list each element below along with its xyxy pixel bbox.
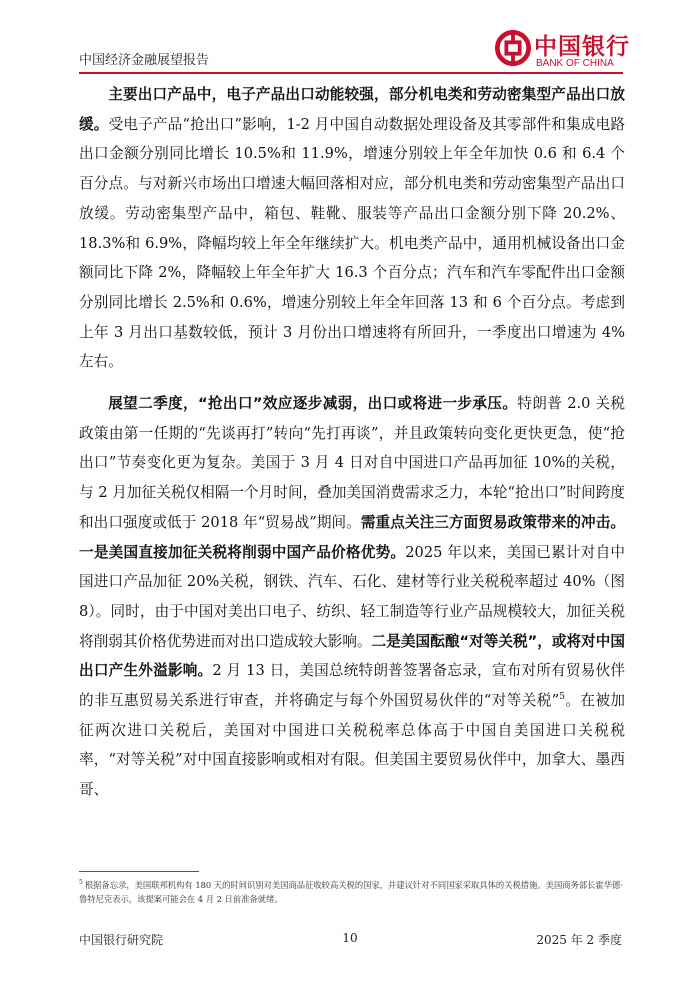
report-title: 中国经济金融展望报告 [79,53,210,68]
footer-institute: 中国银行研究院 [79,933,164,947]
body-text [79,80,625,805]
paragraph-text: 2025 年以来，美国已累计对自中国进口产品加征 20%关税，钢铁、汽车、石化、建材等行业关税税率超过 40%（图 8）。同时，由于中国对美出口电子、纺织、轻工制造等行业产品规模较大，加征关税将削弱其价格优势进而对出口造成较大影响。 [79,543,625,650]
footer-period: 2025 年 2 季度 [536,933,622,947]
paragraph-second-quarter-outlook [79,389,625,805]
footnote-mark: 5 [79,879,83,886]
page-number: 10 [342,931,358,945]
bank-of-china-emblem-icon [494,29,532,67]
paragraph-text: 特朗普 2.0 关税政策由第一任期的“先谈再打”转向“先打再谈”，并且政策转向变化更快更急，使“抢出口”节奏变化更为复杂。美国于 3 月 4 日对自中国进口产品再加征 10%的关税，与 2 月加征关税仅相隔一个月时间，叠加美国消费需求乏力，本轮“抢出口”时间跨度和出口强度或低于 2018 年“贸易战”期间。 [79,395,625,531]
paragraph-lead: 展望二季度，“抢出口”效应逐步减弱，出口或将进一步承压。 [108,395,518,413]
header-divider [79,72,623,74]
paragraph-text: 2 月 13 日，美国总统特朗普签署备忘录，宣布对所有贸易伙伴的非互惠贸易关系进行审查，并将确定与每个外国贸易伙伴的“对等关税” [79,662,625,710]
footnote [79,876,625,906]
footnote-text: 根据备忘录，美国联邦机构有 180 天的时间识别对美国商品征收较高关税的国家，并建议针对不同国家采取具体的关税措施。美国商务部长霍华德·鲁特尼克表示，该提案可能会在 4 月 2 日前准备就绪。 [79,879,623,904]
footnote-reference[interactable]: 5 [559,692,565,703]
logo-chinese-name: 中国银行 [534,33,630,60]
footnote-divider [79,871,199,872]
paragraph-emphasis: 二是美国酝酿“对等关税”，或将对中国出口产生外溢影响。 [79,632,625,680]
bank-of-china-logo [494,27,634,77]
paragraph-emphasis: 需重点关注三方面贸易政策带来的冲击。一是美国直接加征关税将削弱中国产品价格优势。 [79,513,625,561]
logo-english-name: BANK OF CHINA [536,58,614,69]
paragraph-text: 。在被加征两次进口关税后，美国对中国进口关税税率总体高于中国自美国进口关税税率，“对等关税”对中国直接影响或相对有限。但美国主要贸易伙伴中，加拿大、墨西哥、 [79,692,625,799]
paragraph-export-products [79,80,625,377]
paragraph-text: 受电子产品“抢出口”影响，1-2 月中国自动数据处理设备及其零部件和集成电路出口金额分别同比增长 10.5%和 11.9%，增速分别较上年全年加快 0.6 和 6.4 个百分点。与对新兴市场出口增速大幅回落相对应，部分机电类和劳动密集型产品出口放缓。劳动密集型产品中，箱包、鞋靴、服装等产品出口金额分别下降 20.2%、18.3%和 6.9%，降幅均较上年全年继续扩大。机电类产品中，通用机械设备出口金额同比下降 2%，降幅较上年全年扩大 16.3 个百分点；汽车和汽车零配件出口金额分别同比增长 2.5%和 0.6%，增速分别较上年全年回落 13 和 6 个百分点。考虑到上年 3 月出口基数较低，预计 3 月份出口增速将有所回升，一季度出口增速为 4%左右。 [79,115,625,371]
paragraph-lead: 主要出口产品中，电子产品出口动能较强，部分机电类和劳动密集型产品出口放缓。 [79,86,625,133]
